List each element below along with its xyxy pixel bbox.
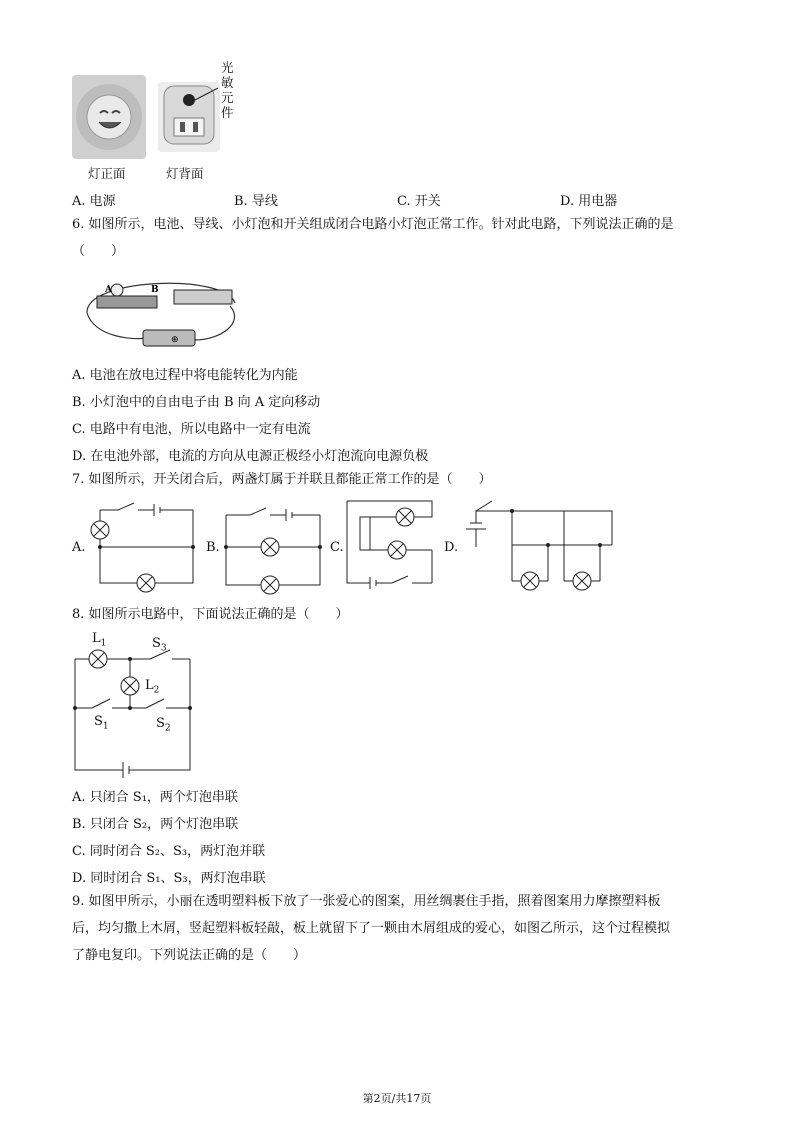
circuit-d: [466, 501, 612, 581]
q5-option-d: D. 用电器: [560, 194, 618, 209]
q8-stem: 8. 如图所示电路中，下面说法正确的是（ ）: [72, 607, 349, 622]
q6-stem-line2: （ ）: [72, 244, 125, 259]
q9-stem-line1: 9. 如图甲所示，小丽在透明塑料板下放了一张爱心的图案，用丝绸裹住手指，照着图案用力摩擦塑料板: [72, 894, 661, 909]
sensor-label: 光 敏 元 件: [221, 60, 234, 120]
lamp-symbol: [521, 572, 539, 590]
back-caption: 灯背面: [166, 166, 204, 181]
battery-bulb-circuit-photo: [75, 268, 255, 358]
q7-label-d: D.: [444, 540, 459, 555]
q8-option-a: A. 只闭合 S₁，两个灯泡串联: [72, 790, 238, 805]
lamp-l1-symbol: [89, 650, 107, 668]
q9-stem-line2: 后，均匀撒上木屑，竖起塑料板轻敲，板上就留下了一颗由木屑组成的爱心，如图乙所示，这个过程模拟: [72, 921, 671, 936]
lamp-symbol: [137, 574, 155, 592]
q5-option-c: C. 开关: [397, 194, 441, 209]
page-footer: 第2页/共17页: [362, 1092, 432, 1105]
label-s3: $S_3$: [152, 636, 167, 654]
q7-label-c: C.: [330, 540, 344, 555]
label-l1: $L_1$: [92, 631, 107, 649]
lamp-symbol: [91, 521, 109, 539]
q9-stem-line3: 了静电复印。下列说法正确的是（ ）: [72, 948, 307, 963]
q6-option-b: B. 小灯泡中的自由电子由 B 向 A 定向移动: [72, 395, 321, 410]
lamp-symbol: [573, 572, 591, 590]
lamp-l2-symbol: [121, 677, 139, 695]
label-l2: $L_2$: [145, 678, 160, 696]
q5-option-b: B. 导线: [234, 194, 278, 209]
q7-stem: 7. 如图所示，开关闭合后，两盏灯属于并联且都能正常工作的是（ ）: [72, 472, 492, 487]
front-caption: 灯正面: [88, 166, 126, 181]
q8-option-b: B. 只闭合 S₂，两个灯泡串联: [72, 817, 239, 832]
lamp-symbol: [261, 538, 279, 556]
label-s1: $S_1$: [94, 714, 109, 732]
q8-circuit-diagram: [0, 625, 794, 785]
q7-label-b: B.: [206, 540, 220, 555]
lamp-symbol: [261, 576, 279, 594]
circuit-a: [100, 503, 193, 583]
q6-option-d: D. 在电池外部，电流的方向从电源正极经小灯泡流向电源负极: [72, 449, 429, 464]
q6-option-c: C. 电路中有电池，所以电路中一定有电流: [72, 422, 311, 437]
q6-option-a: A. 电池在放电过程中将电能转化为内能: [72, 368, 298, 383]
q8-option-c: C. 同时闭合 S₂、S₃，两灯泡并联: [72, 844, 266, 859]
terminal-b-label: B: [151, 285, 159, 295]
q8-option-d: D. 同时闭合 S₁、S₃，两灯泡串联: [72, 871, 266, 886]
lamp-symbol: [388, 541, 406, 559]
q7-circuit-diagrams: [0, 495, 794, 615]
lamp-symbol: [396, 508, 414, 526]
terminal-a-label: A: [105, 285, 112, 295]
q7-label-a: A.: [72, 540, 86, 555]
q5-option-a: A. 电源: [72, 194, 116, 209]
q6-stem-line1: 6. 如图所示，电池、导线、小灯泡和开关组成闭合电路小灯泡正常工作。针对此电路，下列说法正确的是: [72, 217, 674, 232]
svg-text:⊕: ⊕: [171, 335, 179, 345]
label-s2: $S_2$: [156, 716, 171, 734]
